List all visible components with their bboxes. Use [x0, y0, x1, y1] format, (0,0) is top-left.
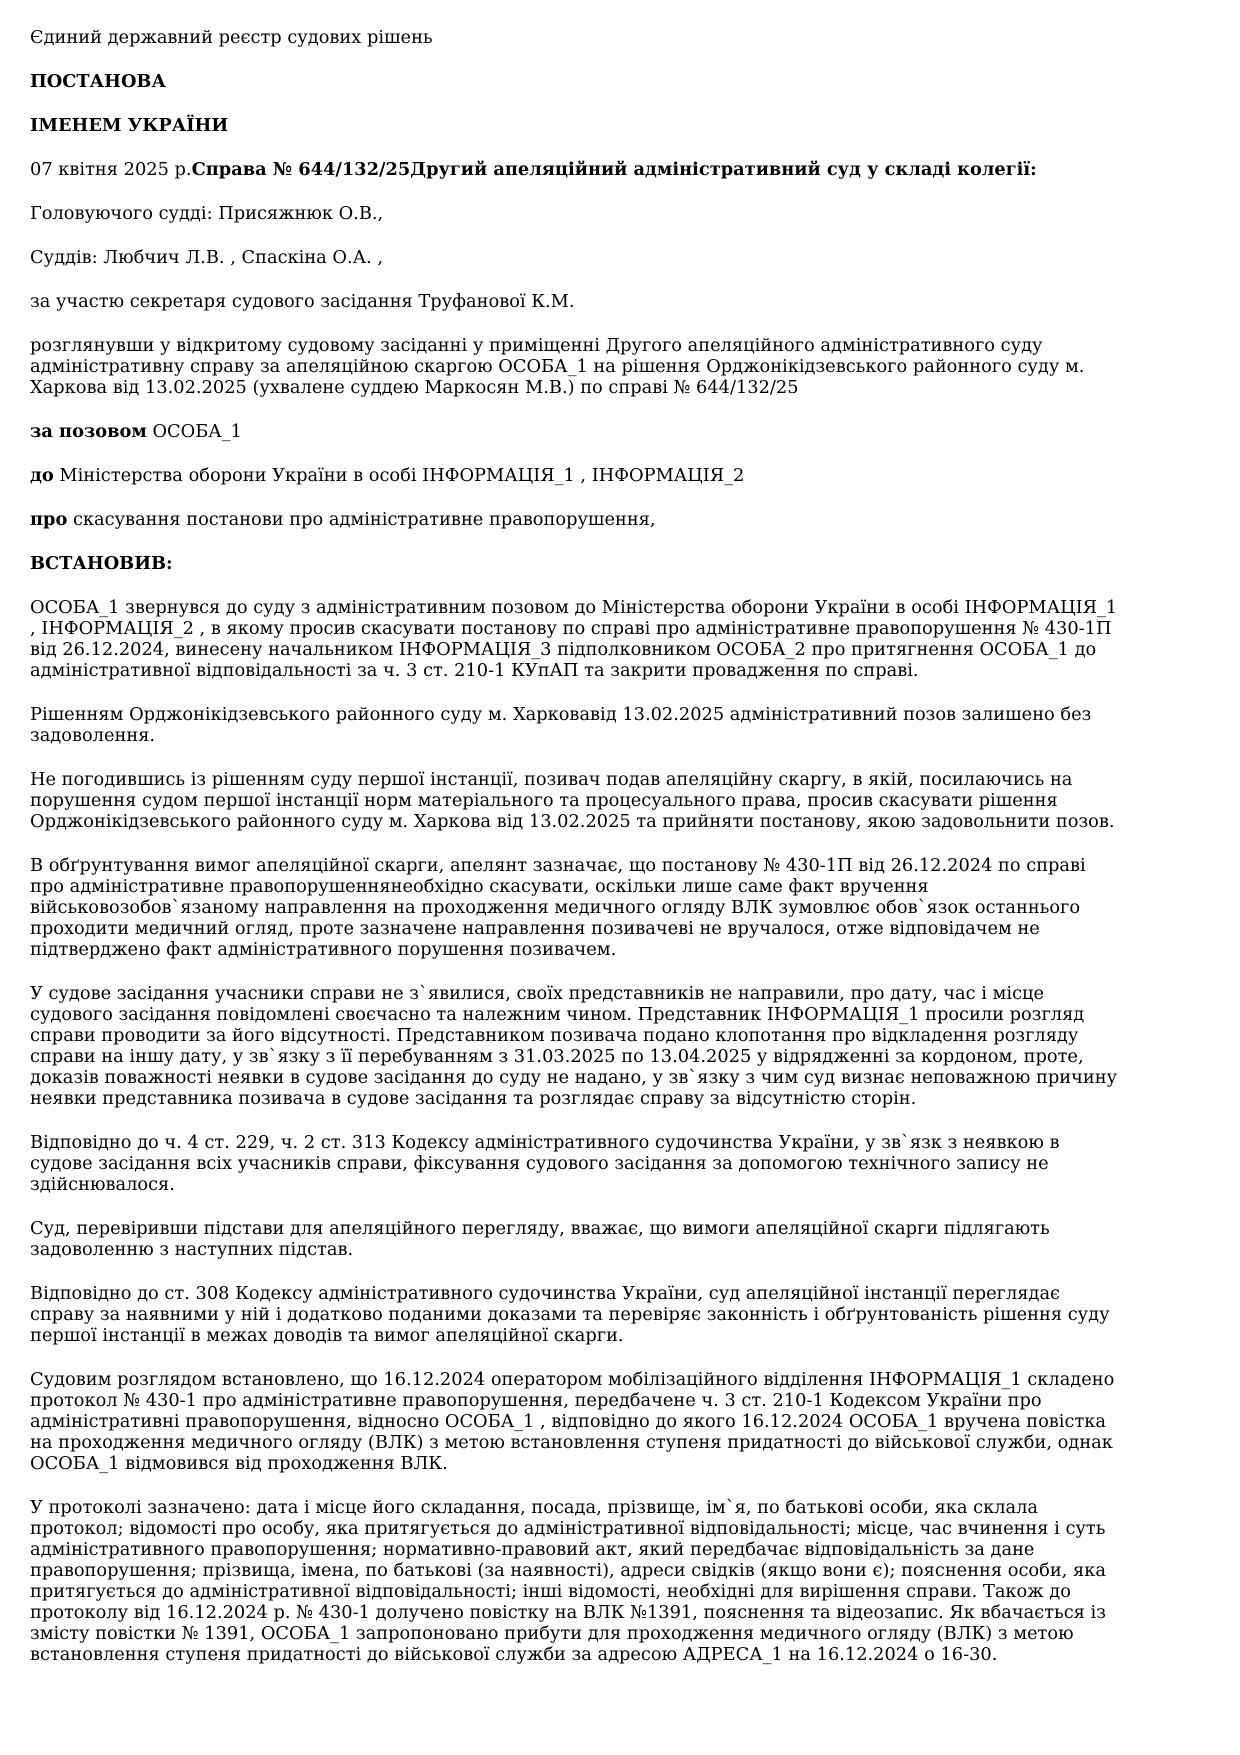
subject-value: скасування постанови про адміністративне правопорушення, — [67, 509, 656, 530]
text-line: військовозобов`язаному направлення на проходження медичного огляду ВЛК зумовлює обов`язок останнього — [30, 897, 1081, 918]
text-line: Судовим розглядом встановлено, що 16.12.2024 оператором мобілізаційного відділення ІНФОРМАЦІЯ_1 складено — [30, 1369, 1115, 1390]
subject-line — [30, 509, 1210, 530]
text-line: порушення судом першої інстанції норм матеріального та процесуального права, просив скасувати рішення — [30, 790, 1058, 811]
body-paragraph — [30, 1218, 1210, 1260]
text-line: адміністративної відповідальності за ч. 3 ст. 210-1 КУпАП та закрити провадження по справі. — [30, 660, 919, 681]
registry-title: Єдиний державний реєстр судових рішень — [30, 27, 433, 48]
claimant-value: ОСОБА_1 — [146, 421, 242, 442]
body-paragraph — [30, 597, 1210, 681]
text-line: , ІНФОРМАЦІЯ_2 , в якому просив скасувати постанову по справі про адміністративне правопорушення № 430-1П — [30, 618, 1112, 639]
text-line: притягується до адміністративної відповідальності; інші відомості, необхідні для вирішення справи. Також до — [30, 1581, 1071, 1602]
text-line: У судове засідання учасники справи не з`явилися, своїх представників не направили, про дату, час і місце — [30, 983, 1044, 1004]
text-line: ОСОБА_1 звернувся до суду з адміністративним позовом до Міністерства оборони України в особі ІНФОРМАЦІЯ_1 — [30, 597, 1118, 618]
text-line: змісту повістки № 1391, ОСОБА_1 запропоновано прибути для проходження медичного огляду (ВЛК) з метою — [30, 1623, 1074, 1644]
text-line: адміністративну справу за апеляційною скаргою ОСОБА_1 на рішення Орджонікідзевського районного суду м. — [30, 356, 1085, 377]
body-paragraph — [30, 1497, 1210, 1665]
decision-date: 07 квітня 2025 р. — [30, 159, 192, 180]
body-paragraph — [30, 1369, 1210, 1474]
text-line: судове засідання всіх учасників справи, фіксування судового засідання за допомогою технічного запису не — [30, 1153, 1049, 1174]
text-line: У протоколі зазначено: дата і місце його складання, посада, прізвище, ім`я, по батькові особи, яка склала — [30, 1497, 1039, 1518]
established-heading: ВСТАНОВИВ: — [30, 553, 173, 574]
text-line: підтверджено факт адміністративного порушення позивачем. — [30, 939, 617, 960]
text-line: протокол № 430-1 про адміністративне правопорушення, передбачене ч. 3 ст. 210-1 Кодексом України про — [30, 1390, 1042, 1411]
text-line: Не погодившись із рішенням суду першої інстанції, позивач подав апеляційну скаргу, в якій, посилаючись на — [30, 769, 1073, 790]
court-secretary: за участю секретаря судового засідання Труфанової К.М. — [30, 291, 575, 312]
text-line: задоволенню з наступних підстав. — [30, 1239, 354, 1260]
text-line: Харкова від 13.02.2025 (ухвалене суддею Маркосян М.В.) по справі № 644/132/25 — [30, 377, 799, 398]
text-line: справи на іншу дату, у зв`язку з її перебуванням з 31.03.2025 по 13.04.2025 у відрядженні за кордоном, проте, — [30, 1046, 1084, 1067]
defendant-line — [30, 465, 1210, 486]
body-paragraph — [30, 1283, 1210, 1346]
text-line: Рішенням Орджонікідзевського районного суду м. Харковавід 13.02.2025 адміністративний позов залишено без — [30, 704, 1092, 725]
text-line: Відповідно до ст. 308 Кодексу адміністративного судочинства України, суд апеляційної інстанції переглядає — [30, 1283, 1061, 1304]
text-line: справу за наявними у ній і додатково поданими доказами та перевіряє законність і обґрунтованість рішення суду — [30, 1304, 1110, 1325]
text-line: судового засідання повідомлені своєчасно та належним чином. Представник ІНФОРМАЦІЯ_1 просили розгляд — [30, 1004, 1085, 1025]
body-paragraph — [30, 704, 1210, 746]
text-line: неявки представника позивача в судове засідання та розглядає справу за відсутністю сторін. — [30, 1088, 917, 1109]
text-line: здійснювалося. — [30, 1174, 175, 1195]
text-line: встановлення ступеня придатності до військової служби за адресою АДРЕСА_1 на 16.12.2024 о 16-30. — [30, 1644, 998, 1665]
text-line: Орджонікідзевського районного суду м. Харкова від 13.02.2025 та прийняти постанову, якою задовольнити позов. — [30, 811, 1115, 832]
document-type: ПОСТАНОВА — [30, 71, 166, 92]
text-line: справи проводити за його відсутності. Представником позивача подано клопотання про відкладення розгляду — [30, 1025, 1079, 1046]
court-name: Другий апеляційний адміністративний суд у складі колегії: — [410, 159, 1037, 180]
text-line: Суд, перевіривши підстави для апеляційного перегляду, вважає, що вимоги апеляційної скарги підлягають — [30, 1218, 1050, 1239]
text-line: першої інстанції в межах доводів та вимог апеляційної скарги. — [30, 1325, 624, 1346]
claimant-line — [30, 421, 1210, 442]
in-the-name-heading: ІМЕНЕМ УКРАЇНИ — [30, 115, 229, 136]
text-line: протокол; відомості про особу, яка притягується до адміністративної відповідальності; місце, час вчинення і суть — [30, 1518, 1106, 1539]
intro-paragraph — [30, 335, 1210, 398]
text-line: правопорушення; прізвища, імена, по батькові (за наявності), адреси свідків (якщо вони є); пояснення особи, яка — [30, 1560, 1106, 1581]
text-line: адміністративного правопорушення; нормативно-правовий акт, який передбачає відповідальність за дане — [30, 1539, 1035, 1560]
body-paragraph — [30, 855, 1210, 960]
presiding-judge: Головуючого судді: Присяжнюк О.В., — [30, 203, 384, 224]
text-line: на проходження медичного огляду (ВЛК) з метою встановлення ступеня придатності до військової служби, однак — [30, 1432, 1113, 1453]
text-line: ОСОБА_1 відмовився від проходження ВЛК. — [30, 1453, 448, 1474]
text-line: розглянувши у відкритому судовому засіданні у приміщенні Другого апеляційного адміністративного суду — [30, 335, 1043, 356]
text-line: від 26.12.2024, винесену начальником ІНФОРМАЦІЯ_3 підполковником ОСОБА_2 про притягнення ОСОБА_1 до — [30, 639, 1097, 660]
text-line: задоволення. — [30, 725, 156, 746]
case-number: Справа № 644/132/25 — [191, 159, 411, 180]
text-line: адміністративні правопорушення, відносно ОСОБА_1 , відповідно до якого 16.12.2024 ОСОБА_1 вручена повістка — [30, 1411, 1107, 1432]
text-line: доказів поважності неявки в судове засідання до суду не надано, у зв`язку з чим суд визнає неповажною причину — [30, 1067, 1118, 1088]
text-line: Відповідно до ч. 4 ст. 229, ч. 2 ст. 313 Кодексу адміністративного судочинства України, у зв`язк з неявкою в — [30, 1132, 1060, 1153]
body-paragraph — [30, 1132, 1210, 1195]
case-header — [30, 159, 1210, 180]
text-line: В обґрунтування вимог апеляційної скарги, апелянт зазначає, що постанову № 430-1П від 26.12.2024 по справі — [30, 855, 1086, 876]
defendant-value: Міністерства оборони України в особі ІНФОРМАЦІЯ_1 , ІНФОРМАЦІЯ_2 — [53, 465, 745, 486]
text-line: проходити медичний огляд, проте зазначене направлення позивачеві не вручалося, отже відповідачем не — [30, 918, 1040, 939]
text-line: про адміністративне правопорушеннянеобхідно скасувати, оскільки лише саме факт вручення — [30, 876, 929, 897]
body-paragraph — [30, 983, 1210, 1109]
claimant-label: за позовом — [30, 421, 147, 442]
subject-label: про — [30, 509, 68, 530]
defendant-label: до — [30, 465, 54, 486]
text-line: протоколу від 16.12.2024 р. № 430-1 долучено повістку на ВЛК №1391, пояснення та відеозапис. Як вбачається із — [30, 1602, 1106, 1623]
judges: Суддів: Любчич Л.В. , Спаскіна О.А. , — [30, 247, 384, 268]
body-paragraph — [30, 769, 1210, 832]
